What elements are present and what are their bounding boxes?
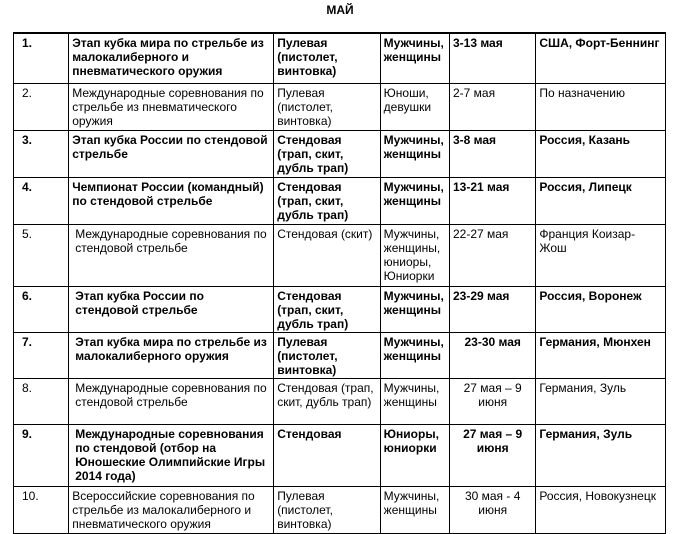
table-row bbox=[14, 486, 666, 533]
participants: Мужчины, женщины bbox=[380, 486, 449, 533]
participants: Мужчины, женщины bbox=[380, 130, 449, 177]
event-dates: 23-30 мая bbox=[449, 332, 535, 378]
row-number: 3. bbox=[14, 130, 69, 177]
event-place: По назначению bbox=[536, 83, 666, 130]
participants: Мужчины, женщины bbox=[380, 33, 449, 83]
shooting-type: Стендовая bbox=[274, 424, 380, 486]
page-title: МАЙ bbox=[326, 3, 354, 17]
event-place: Германия, Зуль bbox=[536, 424, 666, 486]
table-row bbox=[14, 424, 666, 486]
event-name: Чемпионат России (командный) по стендовой стрельбе bbox=[69, 177, 274, 224]
schedule-table bbox=[13, 32, 666, 534]
event-dates: 23-29 мая bbox=[449, 286, 535, 332]
participants: Мужчины, женщины bbox=[380, 378, 449, 424]
participants: Юноши, девушки bbox=[380, 83, 449, 130]
event-name: Этап кубка мира по стрельбе из малокалиберного и пневматического оружия bbox=[69, 33, 274, 83]
event-place: Россия, Казань bbox=[536, 130, 666, 177]
event-dates: 3-13 мая bbox=[449, 33, 535, 83]
shooting-type: Пулевая (пистолет, винтовка) bbox=[274, 33, 380, 83]
event-dates: 3-8 мая bbox=[449, 130, 535, 177]
event-place: Россия, Воронеж bbox=[536, 286, 666, 332]
shooting-type: Стендовая (трап, скит, дубль трап) bbox=[274, 378, 380, 424]
table-row bbox=[14, 33, 666, 83]
event-name: Международные соревнования по стрельбе из пневматического оружия bbox=[69, 83, 274, 130]
row-number: 10. bbox=[14, 486, 69, 533]
event-name: Этап кубка России по стендовой стрельбе bbox=[69, 130, 274, 177]
participants: Мужчины, женщины bbox=[380, 177, 449, 224]
event-place: Россия, Липецк bbox=[536, 177, 666, 224]
event-dates: 27 мая – 9 июня bbox=[449, 378, 535, 424]
participants: Мужчины, женщины, юниоры, Юниорки bbox=[380, 224, 449, 286]
table-row bbox=[14, 378, 666, 424]
event-dates: 27 мая – 9 июня bbox=[449, 424, 535, 486]
event-place: Германия, Зуль bbox=[536, 378, 666, 424]
shooting-type: Стендовая (трап, скит, дубль трап) bbox=[274, 286, 380, 332]
shooting-type: Пулевая (пистолет, винтовка) bbox=[274, 332, 380, 378]
row-number: 2. bbox=[14, 83, 69, 130]
event-dates: 2-7 мая bbox=[449, 83, 535, 130]
row-number: 8. bbox=[14, 378, 69, 424]
shooting-type: Стендовая (трап, скит, дубль трап) bbox=[274, 130, 380, 177]
table-row bbox=[14, 83, 666, 130]
event-place: Германия, Мюнхен bbox=[536, 332, 666, 378]
event-dates: 30 мая - 4 июня bbox=[449, 486, 535, 533]
row-number: 4. bbox=[14, 177, 69, 224]
table-row bbox=[14, 224, 666, 286]
event-place: Россия, Новокузнецк bbox=[536, 486, 666, 533]
table-row bbox=[14, 286, 666, 332]
event-name: Международные соревнования по стендовой (отбор на Юношеские Олимпийские Игры 2014 года) bbox=[69, 424, 274, 486]
event-dates: 13-21 мая bbox=[449, 177, 535, 224]
table-row bbox=[14, 130, 666, 177]
shooting-type: Стендовая (скит) bbox=[274, 224, 380, 286]
participants: Мужчины, женщины bbox=[380, 286, 449, 332]
shooting-type: Пулевая (пистолет, винтовка) bbox=[274, 83, 380, 130]
participants: Мужчины, женщины bbox=[380, 332, 449, 378]
row-number: 7. bbox=[14, 332, 69, 378]
event-place: Франция Коизар-Жош bbox=[536, 224, 666, 286]
event-name: Этап кубка мира по стрельбе из малокалиберного оружия bbox=[69, 332, 274, 378]
table-row bbox=[14, 332, 666, 378]
event-place: США, Форт-Беннинг bbox=[536, 33, 666, 83]
event-name: Этап кубка России по стендовой стрельбе bbox=[69, 286, 274, 332]
row-number: 5. bbox=[14, 224, 69, 286]
shooting-type: Пулевая (пистолет, винтовка) bbox=[274, 486, 380, 533]
participants: Юниоры, юниорки bbox=[380, 424, 449, 486]
table-row bbox=[14, 177, 666, 224]
row-number: 6. bbox=[14, 286, 69, 332]
event-name: Международные соревнования по стендовой стрельбе bbox=[69, 224, 274, 286]
row-number: 1. bbox=[14, 33, 69, 83]
event-name: Международные соревнования по стендовой стрельбе bbox=[69, 378, 274, 424]
shooting-type: Стендовая (трап, скит, дубль трап) bbox=[274, 177, 380, 224]
event-dates: 22-27 мая bbox=[449, 224, 535, 286]
event-name: Всероссийские соревнования по стрельбе из малокалиберного и пневматического оружия bbox=[69, 486, 274, 533]
row-number: 9. bbox=[14, 424, 69, 486]
